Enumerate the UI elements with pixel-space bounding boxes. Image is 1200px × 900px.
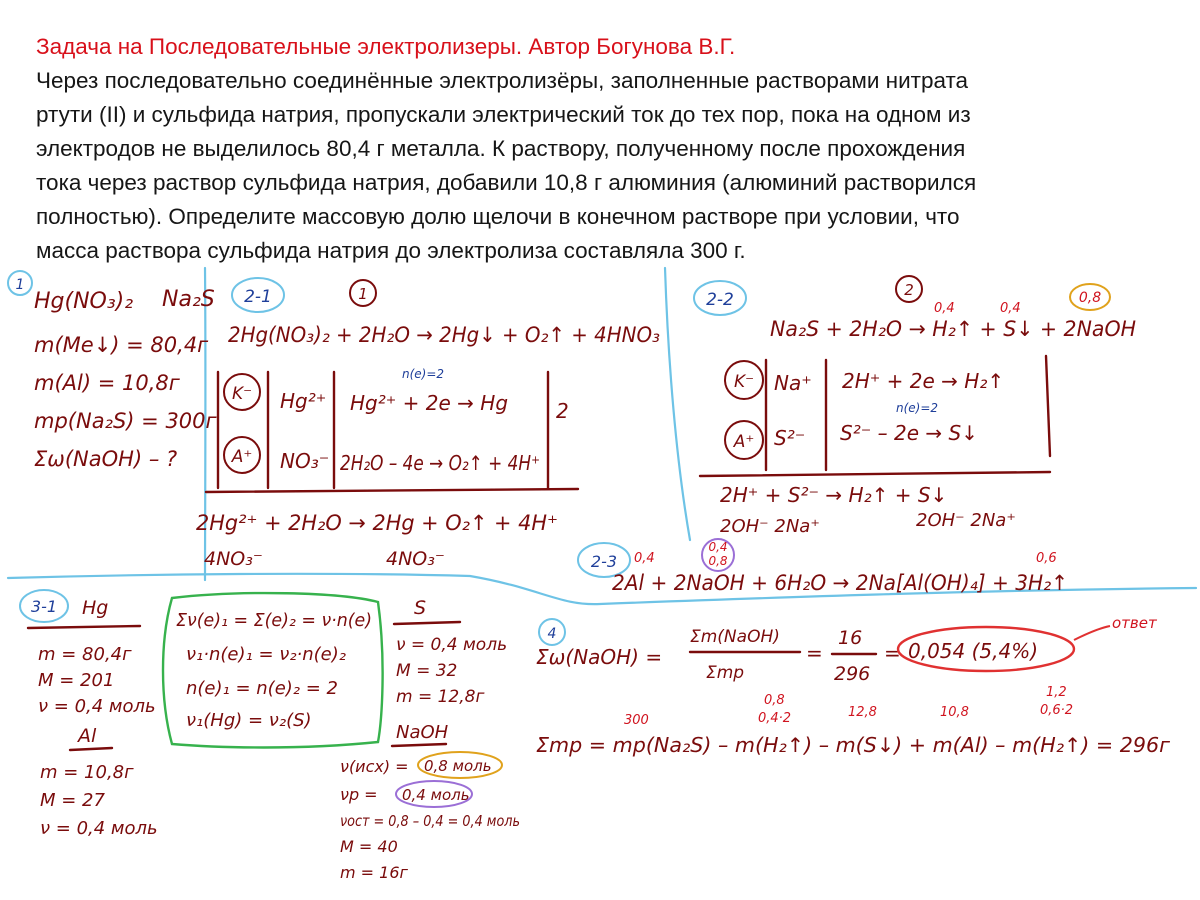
fraction-denominator: Σmр — [706, 663, 745, 683]
given-marker: 1 — [15, 277, 25, 293]
value-above-h2: 0,4 — [934, 301, 955, 316]
divider-vertical-right — [665, 268, 690, 540]
answer-note: ответ — [1112, 614, 1157, 632]
number-1: 1 — [358, 285, 368, 303]
n-electrons-note: n(e)=2 — [402, 367, 445, 381]
given-line: Σω(NaOH) – ? — [34, 447, 178, 471]
s-line: m = 12,8г — [396, 687, 485, 707]
task-line: Через последовательно соединённые электролизёры, заполненные растворами нитрата — [36, 68, 969, 93]
task-line: электродов не выделилось 80,4 г металла. К раствору, полученному после прохождения — [36, 136, 966, 161]
solution-mass-sum: Σmр = mр(Na₂S) – m(H₂↑) – m(S↓) + m(Al) – m(H₂↑) = 296г — [536, 733, 1171, 757]
ionic-no3-right: 4NO₃⁻ — [386, 548, 445, 570]
tag-2-3: 2-3 — [590, 552, 618, 571]
al-line: M = 27 — [40, 790, 105, 811]
value-above-naoh: 0,8 — [1078, 290, 1102, 306]
task-line: полностью). Определите массовую долю щелочи в конечном растворе при условии, что — [36, 204, 960, 229]
anode-reaction-2-2: S²⁻ – 2e → S↓ — [840, 421, 978, 445]
box-line: Σν(e)₁ = Σ(e)₂ = ν·n(e) — [176, 610, 372, 631]
tag-2-1: 2-1 — [244, 287, 272, 307]
value-04x2: 0,4·2 — [758, 711, 792, 726]
naoh-initial-value: 0,8 моль — [424, 757, 492, 775]
box-line: ν₁(Hg) = ν₂(S) — [186, 710, 312, 731]
sum-ions-right: 2OH⁻ 2Na⁺ — [916, 510, 1016, 531]
underline — [206, 489, 578, 492]
naoh-molar-mass: M = 40 — [340, 837, 398, 856]
given-line: m(Al) = 10,8г — [34, 371, 180, 395]
box-line: n(e)₁ = n(e)₂ = 2 — [186, 678, 338, 699]
hg-line: M = 201 — [38, 670, 115, 691]
equation-2-1: 2Hg(NO₃)₂ + 2H₂O → 2Hg↓ + O₂↑ + 4HNO₃ — [228, 323, 660, 347]
task-title: Задача на Последовательные электролизеры. Автор Богунова В.Г. — [36, 34, 736, 59]
box-line: ν₁·n(e)₁ = ν₂·n(e)₂ — [186, 644, 346, 665]
number-2: 2 — [904, 281, 914, 299]
s-line: M = 32 — [396, 661, 458, 681]
underline — [394, 622, 460, 624]
underline — [28, 626, 140, 628]
fraction-denominator: 296 — [834, 663, 871, 685]
equals-sign: = — [806, 641, 823, 665]
value-12: 1,2 — [1046, 685, 1067, 700]
value-108: 10,8 — [940, 705, 969, 720]
underline — [392, 744, 446, 746]
sum-equation-2-2: 2H⁺ + S²⁻ → H₂↑ + S↓ — [720, 483, 948, 507]
cathode-label: K⁻ — [733, 372, 755, 392]
fraction-numerator: Σm(NaOH) — [690, 627, 780, 647]
value-above-al: 0,4 — [634, 551, 655, 566]
ionic-no3-left: 4NO₃⁻ — [204, 548, 263, 570]
hg-line: m = 80,4г — [38, 644, 132, 665]
answer-value: 0,054 (5,4%) — [908, 639, 1039, 663]
value-128: 12,8 — [848, 705, 877, 720]
naoh-reacted-value: 0,4 моль — [402, 786, 470, 804]
anode-label: A⁺ — [733, 432, 755, 452]
hg-line: ν = 0,4 моль — [38, 696, 156, 717]
value-above-naoh: 0,8 — [708, 554, 728, 568]
cathode-reaction-2-1: Hg²⁺ + 2e → Hg — [350, 391, 509, 415]
value-062: 0,6·2 — [1040, 703, 1074, 718]
given-line: mр(Na₂S) = 300г — [34, 409, 217, 433]
sum-ions-left: 2OH⁻ 2Na⁺ — [720, 516, 820, 537]
equals-sign: = — [884, 641, 901, 665]
al-head: Al — [78, 725, 97, 747]
s-head: S — [414, 597, 427, 619]
given-line: Hg(NO₃)₂ — [34, 289, 134, 314]
anion-no3: NO₃⁻ — [280, 449, 330, 473]
ionic-equation-2-1: 2Hg²⁺ + 2H₂O → 2Hg + O₂↑ + 4H⁺ — [196, 511, 558, 535]
cation-hg: Hg²⁺ — [280, 389, 327, 413]
multiplier: 2 — [556, 399, 569, 423]
answer-arrow — [1074, 626, 1110, 640]
cation-na: Na⁺ — [774, 371, 812, 395]
salt-na2s: Na₂S — [162, 287, 215, 312]
naoh-reacted-label: νр = — [340, 785, 378, 804]
tag-4: 4 — [547, 626, 557, 642]
al-line: m = 10,8г — [40, 762, 134, 783]
naoh-head: NaOH — [396, 722, 449, 743]
underline — [70, 748, 112, 750]
anion-s: S²⁻ — [774, 426, 806, 450]
given-line: m(Me↓) = 80,4г — [34, 333, 209, 357]
n-electrons-note: n(e)=2 — [896, 401, 939, 415]
scheme-line — [1046, 356, 1050, 456]
task-line: тока через раствор сульфида натрия, добавили 10,8 г алюминия (алюминий растворился — [36, 170, 977, 195]
cathode-label: K⁻ — [231, 384, 253, 404]
naoh-initial-label: ν(исх) = — [340, 757, 409, 776]
value-above-h2: 0,6 — [1036, 551, 1057, 566]
value-above-s: 0,4 — [1000, 301, 1021, 316]
naoh-mass: m = 16г — [340, 863, 408, 882]
equation-2-3: 2Al + 2NaOH + 6H₂O → 2Na[Al(OH)₄] + 3H₂↑ — [612, 571, 1068, 595]
naoh-rest: νост = 0,8 – 0,4 = 0,4 моль — [340, 812, 520, 830]
equation-2-2: Na₂S + 2H₂O → H₂↑ + S↓ + 2NaOH — [770, 317, 1137, 341]
anode-reaction-2-1: 2H₂O – 4e → O₂↑ + 4H⁺ — [340, 451, 540, 475]
value-above-naoh: 0,4 — [708, 540, 728, 554]
s-line: ν = 0,4 моль — [396, 635, 508, 655]
task-line: ртути (II) и сульфида натрия, пропускали электрический ток до тех пор, пока на одном из — [36, 102, 971, 127]
cathode-reaction-2-2: 2H⁺ + 2e → H₂↑ — [842, 369, 1005, 393]
hg-head: Hg — [82, 597, 109, 619]
underline — [700, 472, 1050, 476]
anode-label: A⁺ — [231, 447, 253, 467]
fraction-numerator: 16 — [838, 627, 863, 649]
al-line: ν = 0,4 моль — [40, 818, 158, 839]
mass-fraction-lhs: Σω(NaOH) = — [536, 645, 663, 669]
value-300: 300 — [624, 713, 649, 728]
value-08: 0,8 — [764, 693, 785, 708]
tag-3-1: 3-1 — [30, 597, 58, 616]
task-line: масса раствора сульфида натрия до электролиза составляла 300 г. — [36, 238, 746, 263]
tag-2-2: 2-2 — [706, 290, 734, 310]
